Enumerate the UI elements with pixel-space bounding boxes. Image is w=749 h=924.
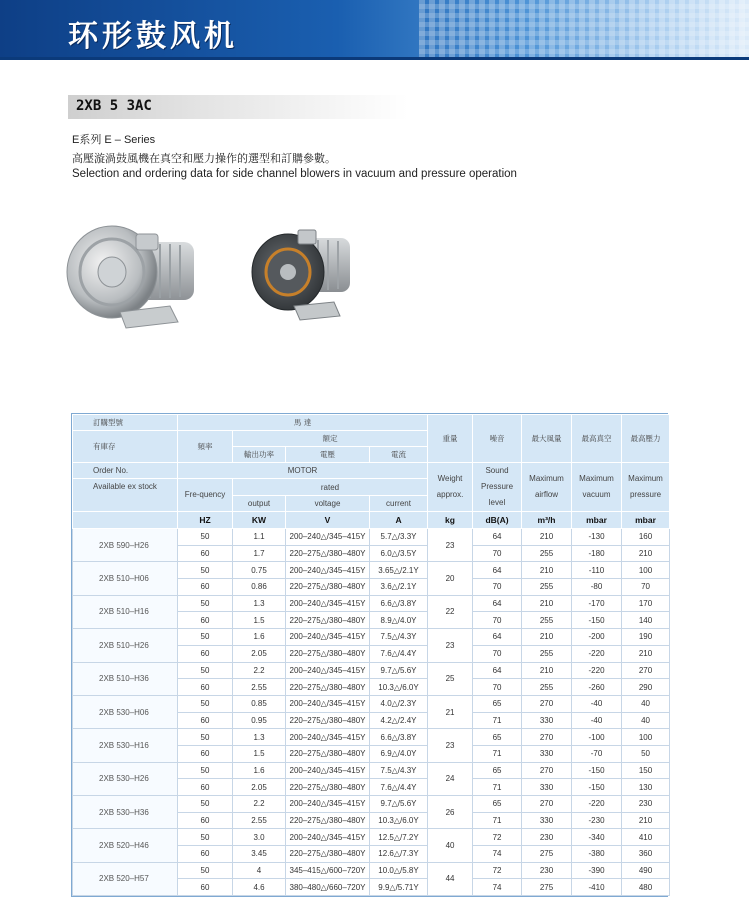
- current-value: 4.2△/2.4Y: [370, 712, 428, 729]
- vacuum-value: -130: [572, 529, 622, 546]
- unit-m3h: m³/h: [522, 512, 572, 529]
- pressure-value: 210: [622, 645, 670, 662]
- vacuum-value: -260: [572, 679, 622, 696]
- pressure-value: 130: [622, 779, 670, 796]
- vacuum-value: -340: [572, 829, 622, 846]
- airflow-value: 255: [522, 579, 572, 596]
- rated-en: rated: [233, 479, 428, 496]
- pressure-value: 70: [622, 579, 670, 596]
- frequency-value: 50: [178, 695, 233, 712]
- weight-en: Weight approx.: [428, 463, 473, 512]
- airflow-value: 210: [522, 562, 572, 579]
- description-cn: 高壓漩渦鼓風機在真空和壓力操作的選型和訂購參數。: [72, 152, 336, 165]
- airflow-value: 255: [522, 612, 572, 629]
- current-value: 6.9△/4.0Y: [370, 745, 428, 762]
- blower-cutaway-photo: [248, 222, 358, 330]
- voltage-value: 200–240△/345–415Y: [286, 595, 370, 612]
- unit-mbar-pressure: mbar: [622, 512, 670, 529]
- blower-photo: [60, 220, 230, 335]
- voltage-value: 220–275△/380–480Y: [286, 812, 370, 829]
- table-row: [73, 562, 670, 579]
- output-value: 1.3: [233, 595, 286, 612]
- frequency-value: 50: [178, 529, 233, 546]
- model-heading: 2XB 5 3AC: [76, 98, 152, 114]
- weight-value: 44: [428, 862, 473, 895]
- model-number: 2XB 510–H36: [73, 662, 178, 695]
- airflow-value: 270: [522, 695, 572, 712]
- pressure-value: 140: [622, 612, 670, 629]
- voltage-en: voltage: [286, 496, 370, 512]
- current-value: 9.7△/5.6Y: [370, 796, 428, 813]
- weight-value: 20: [428, 562, 473, 595]
- airflow-value: 330: [522, 779, 572, 796]
- sound-value: 64: [473, 529, 522, 546]
- motor-cn: 馬 達: [178, 415, 428, 431]
- motor-en: MOTOR: [178, 463, 428, 479]
- banner-rule: [0, 57, 749, 60]
- vacuum-value: -220: [572, 796, 622, 813]
- sound-value: 65: [473, 695, 522, 712]
- selection-data-table: [71, 413, 668, 897]
- output-value: 1.7: [233, 545, 286, 562]
- pressure-value: 50: [622, 745, 670, 762]
- weight-value: 24: [428, 762, 473, 795]
- vacuum-value: -170: [572, 595, 622, 612]
- weight-value: 23: [428, 729, 473, 762]
- banner-pattern: [419, 0, 749, 60]
- output-value: 3.45: [233, 846, 286, 863]
- output-value: 2.2: [233, 796, 286, 813]
- frequency-value: 60: [178, 545, 233, 562]
- sound-value: 65: [473, 762, 522, 779]
- current-value: 6.6△/3.8Y: [370, 729, 428, 746]
- voltage-value: 220–275△/380–480Y: [286, 745, 370, 762]
- pressure-value: 160: [622, 529, 670, 546]
- model-number: 2XB 530–H16: [73, 729, 178, 762]
- voltage-value: 200–240△/345–415Y: [286, 829, 370, 846]
- sound-value: 70: [473, 579, 522, 596]
- sound-value: 64: [473, 562, 522, 579]
- model-number: 2XB 530–H36: [73, 796, 178, 829]
- output-value: 0.86: [233, 579, 286, 596]
- pressure-value: 100: [622, 562, 670, 579]
- vacuum-value: -410: [572, 879, 622, 896]
- sound-en: Sound Pressure level: [473, 463, 522, 512]
- pressure-value: 150: [622, 762, 670, 779]
- frequency-value: 50: [178, 662, 233, 679]
- header-banner: [0, 0, 749, 60]
- unit-hz: HZ: [178, 512, 233, 529]
- vacuum-value: -150: [572, 762, 622, 779]
- current-value: 7.6△/4.4Y: [370, 779, 428, 796]
- frequency-value: 50: [178, 729, 233, 746]
- vacuum-value: -40: [572, 712, 622, 729]
- voltage-value: 220–275△/380–480Y: [286, 545, 370, 562]
- pressure-value: 360: [622, 846, 670, 863]
- frequency-value: 60: [178, 679, 233, 696]
- pressure-value: 210: [622, 545, 670, 562]
- table-row: [73, 829, 670, 846]
- sound-cn: 噪音: [473, 415, 522, 463]
- vacuum-value: -380: [572, 846, 622, 863]
- sound-value: 65: [473, 796, 522, 813]
- weight-value: 23: [428, 529, 473, 562]
- voltage-value: 200–240△/345–415Y: [286, 629, 370, 646]
- pressure-value: 480: [622, 879, 670, 896]
- frequency-value: 60: [178, 579, 233, 596]
- airflow-value: 275: [522, 846, 572, 863]
- sound-value: 72: [473, 862, 522, 879]
- output-value: 2.55: [233, 812, 286, 829]
- frequency-cn: 頻率: [178, 431, 233, 463]
- airflow-value: 330: [522, 812, 572, 829]
- current-value: 5.7△/3.3Y: [370, 529, 428, 546]
- vacuum-value: -150: [572, 612, 622, 629]
- model-heading-bar: [68, 95, 408, 119]
- airflow-value: 330: [522, 745, 572, 762]
- sound-value: 70: [473, 679, 522, 696]
- model-number: 2XB 510–H16: [73, 595, 178, 628]
- frequency-value: 60: [178, 745, 233, 762]
- output-value: 1.3: [233, 729, 286, 746]
- frequency-value: 50: [178, 829, 233, 846]
- pressure-value: 410: [622, 829, 670, 846]
- voltage-value: 380–480△/660–720Y: [286, 879, 370, 896]
- output-en: output: [233, 496, 286, 512]
- unit-v: V: [286, 512, 370, 529]
- current-value: 3.65△/2.1Y: [370, 562, 428, 579]
- frequency-en: Fre-quency: [178, 479, 233, 512]
- output-value: 0.75: [233, 562, 286, 579]
- voltage-value: 220–275△/380–480Y: [286, 846, 370, 863]
- voltage-value: 220–275△/380–480Y: [286, 645, 370, 662]
- vacuum-value: -220: [572, 645, 622, 662]
- airflow-value: 255: [522, 645, 572, 662]
- current-value: 12.6△/7.3Y: [370, 846, 428, 863]
- output-value: 2.05: [233, 645, 286, 662]
- stock-cn: 有庫存: [73, 431, 178, 463]
- vacuum-cn: 最高真空: [572, 415, 622, 463]
- sound-value: 71: [473, 745, 522, 762]
- description-en: Selection and ordering data for side channel blowers in vacuum and pressure operation: [72, 168, 517, 180]
- current-cn: 電流: [370, 447, 428, 463]
- unit-blank: [73, 512, 178, 529]
- vacuum-value: -70: [572, 745, 622, 762]
- model-number: 2XB 520–H46: [73, 829, 178, 862]
- pressure-value: 230: [622, 796, 670, 813]
- frequency-value: 50: [178, 595, 233, 612]
- table-row: [73, 529, 670, 546]
- output-value: 4.6: [233, 879, 286, 896]
- current-value: 9.9△/5.71Y: [370, 879, 428, 896]
- pressure-value: 210: [622, 812, 670, 829]
- pressure-value: 490: [622, 862, 670, 879]
- voltage-value: 220–275△/380–480Y: [286, 612, 370, 629]
- voltage-value: 200–240△/345–415Y: [286, 762, 370, 779]
- model-number: 2XB 510–H26: [73, 629, 178, 662]
- current-value: 10.3△/6.0Y: [370, 679, 428, 696]
- sound-value: 64: [473, 662, 522, 679]
- weight-value: 22: [428, 595, 473, 628]
- frequency-value: 60: [178, 779, 233, 796]
- vacuum-value: -100: [572, 729, 622, 746]
- current-value: 7.5△/4.3Y: [370, 762, 428, 779]
- output-value: 2.2: [233, 662, 286, 679]
- pressure-cn: 最高壓力: [622, 415, 670, 463]
- current-value: 7.6△/4.4Y: [370, 645, 428, 662]
- frequency-value: 50: [178, 796, 233, 813]
- order-no-cn: 訂購型號: [73, 415, 178, 431]
- airflow-value: 270: [522, 729, 572, 746]
- vacuum-value: -80: [572, 579, 622, 596]
- pressure-value: 100: [622, 729, 670, 746]
- unit-kg: kg: [428, 512, 473, 529]
- weight-value: 21: [428, 695, 473, 728]
- sound-value: 64: [473, 595, 522, 612]
- output-value: 2.05: [233, 779, 286, 796]
- sound-value: 70: [473, 645, 522, 662]
- airflow-value: 255: [522, 679, 572, 696]
- sound-value: 71: [473, 812, 522, 829]
- airflow-value: 210: [522, 629, 572, 646]
- unit-db: dB(A): [473, 512, 522, 529]
- model-number: 2XB 530–H06: [73, 695, 178, 728]
- current-value: 10.3△/6.0Y: [370, 812, 428, 829]
- pressure-value: 40: [622, 695, 670, 712]
- voltage-value: 345–415△/600–720Y: [286, 862, 370, 879]
- vacuum-value: -230: [572, 812, 622, 829]
- vacuum-value: -180: [572, 545, 622, 562]
- frequency-value: 50: [178, 862, 233, 879]
- output-value: 1.5: [233, 745, 286, 762]
- order-no-en: Order No.: [73, 463, 178, 479]
- airflow-value: 270: [522, 762, 572, 779]
- current-value: 8.9△/4.0Y: [370, 612, 428, 629]
- sound-value: 72: [473, 829, 522, 846]
- table-row: [73, 629, 670, 646]
- output-cn: 輸出功率: [233, 447, 286, 463]
- airflow-value: 210: [522, 595, 572, 612]
- unit-mbar-vacuum: mbar: [572, 512, 622, 529]
- vacuum-value: -40: [572, 695, 622, 712]
- table-row: [73, 729, 670, 746]
- model-number: 2XB 520–H57: [73, 862, 178, 895]
- voltage-value: 220–275△/380–480Y: [286, 779, 370, 796]
- sound-value: 74: [473, 879, 522, 896]
- airflow-value: 230: [522, 829, 572, 846]
- frequency-value: 50: [178, 762, 233, 779]
- pressure-value: 270: [622, 662, 670, 679]
- stock-en: Available ex stock: [73, 479, 178, 512]
- weight-value: 23: [428, 629, 473, 662]
- pressure-en: Maximum pressure: [622, 463, 670, 512]
- airflow-value: 270: [522, 796, 572, 813]
- frequency-value: 60: [178, 612, 233, 629]
- pressure-value: 40: [622, 712, 670, 729]
- weight-value: 25: [428, 662, 473, 695]
- sound-value: 65: [473, 729, 522, 746]
- voltage-value: 200–240△/345–415Y: [286, 562, 370, 579]
- unit-kw: KW: [233, 512, 286, 529]
- current-value: 4.0△/2.3Y: [370, 695, 428, 712]
- frequency-value: 50: [178, 629, 233, 646]
- current-value: 6.0△/3.5Y: [370, 545, 428, 562]
- sound-value: 70: [473, 545, 522, 562]
- output-value: 1.1: [233, 529, 286, 546]
- airflow-value: 330: [522, 712, 572, 729]
- voltage-value: 200–240△/345–415Y: [286, 729, 370, 746]
- output-value: 4: [233, 862, 286, 879]
- output-value: 2.55: [233, 679, 286, 696]
- frequency-value: 60: [178, 812, 233, 829]
- vacuum-en: Maximum vacuum: [572, 463, 622, 512]
- current-value: 10.0△/5.8Y: [370, 862, 428, 879]
- frequency-value: 50: [178, 562, 233, 579]
- table-body: [73, 529, 670, 896]
- airflow-cn: 最大風量: [522, 415, 572, 463]
- output-value: 3.0: [233, 829, 286, 846]
- frequency-value: 60: [178, 645, 233, 662]
- voltage-value: 200–240△/345–415Y: [286, 695, 370, 712]
- vacuum-value: -390: [572, 862, 622, 879]
- voltage-value: 220–275△/380–480Y: [286, 679, 370, 696]
- current-en: current: [370, 496, 428, 512]
- pressure-value: 170: [622, 595, 670, 612]
- output-value: 1.5: [233, 612, 286, 629]
- output-value: 0.85: [233, 695, 286, 712]
- voltage-cn: 電壓: [286, 447, 370, 463]
- sound-value: 74: [473, 846, 522, 863]
- sound-value: 64: [473, 629, 522, 646]
- current-value: 12.5△/7.2Y: [370, 829, 428, 846]
- frequency-value: 60: [178, 879, 233, 896]
- vacuum-value: -220: [572, 662, 622, 679]
- table-row: [73, 595, 670, 612]
- airflow-value: 255: [522, 545, 572, 562]
- table-row: [73, 862, 670, 879]
- unit-a: A: [370, 512, 428, 529]
- airflow-value: 210: [522, 529, 572, 546]
- table-row: [73, 796, 670, 813]
- banner-title: 环形鼓风机: [68, 19, 238, 54]
- model-number: 2XB 530–H26: [73, 762, 178, 795]
- current-value: 7.5△/4.3Y: [370, 629, 428, 646]
- pressure-value: 190: [622, 629, 670, 646]
- output-value: 1.6: [233, 629, 286, 646]
- airflow-value: 230: [522, 862, 572, 879]
- rated-cn: 額定: [233, 431, 428, 447]
- vacuum-value: -110: [572, 562, 622, 579]
- weight-cn: 重量: [428, 415, 473, 463]
- airflow-value: 210: [522, 662, 572, 679]
- output-value: 1.6: [233, 762, 286, 779]
- output-value: 0.95: [233, 712, 286, 729]
- voltage-value: 200–240△/345–415Y: [286, 796, 370, 813]
- model-number: 2XB 590–H26: [73, 529, 178, 562]
- airflow-value: 275: [522, 879, 572, 896]
- current-value: 6.6△/3.8Y: [370, 595, 428, 612]
- sound-value: 71: [473, 712, 522, 729]
- voltage-value: 200–240△/345–415Y: [286, 529, 370, 546]
- series-line: E系列 E – Series: [72, 134, 156, 146]
- table-row: [73, 762, 670, 779]
- vacuum-value: -150: [572, 779, 622, 796]
- frequency-value: 60: [178, 712, 233, 729]
- weight-value: 40: [428, 829, 473, 862]
- current-value: 9.7△/5.6Y: [370, 662, 428, 679]
- frequency-value: 60: [178, 846, 233, 863]
- pressure-value: 290: [622, 679, 670, 696]
- sound-value: 71: [473, 779, 522, 796]
- table-row: [73, 662, 670, 679]
- voltage-value: 200–240△/345–415Y: [286, 662, 370, 679]
- weight-value: 26: [428, 796, 473, 829]
- current-value: 3.6△/2.1Y: [370, 579, 428, 596]
- model-number: 2XB 510–H06: [73, 562, 178, 595]
- vacuum-value: -200: [572, 629, 622, 646]
- table-row: [73, 695, 670, 712]
- voltage-value: 220–275△/380–480Y: [286, 579, 370, 596]
- airflow-en: Maximum airflow: [522, 463, 572, 512]
- sound-value: 70: [473, 612, 522, 629]
- voltage-value: 220–275△/380–480Y: [286, 712, 370, 729]
